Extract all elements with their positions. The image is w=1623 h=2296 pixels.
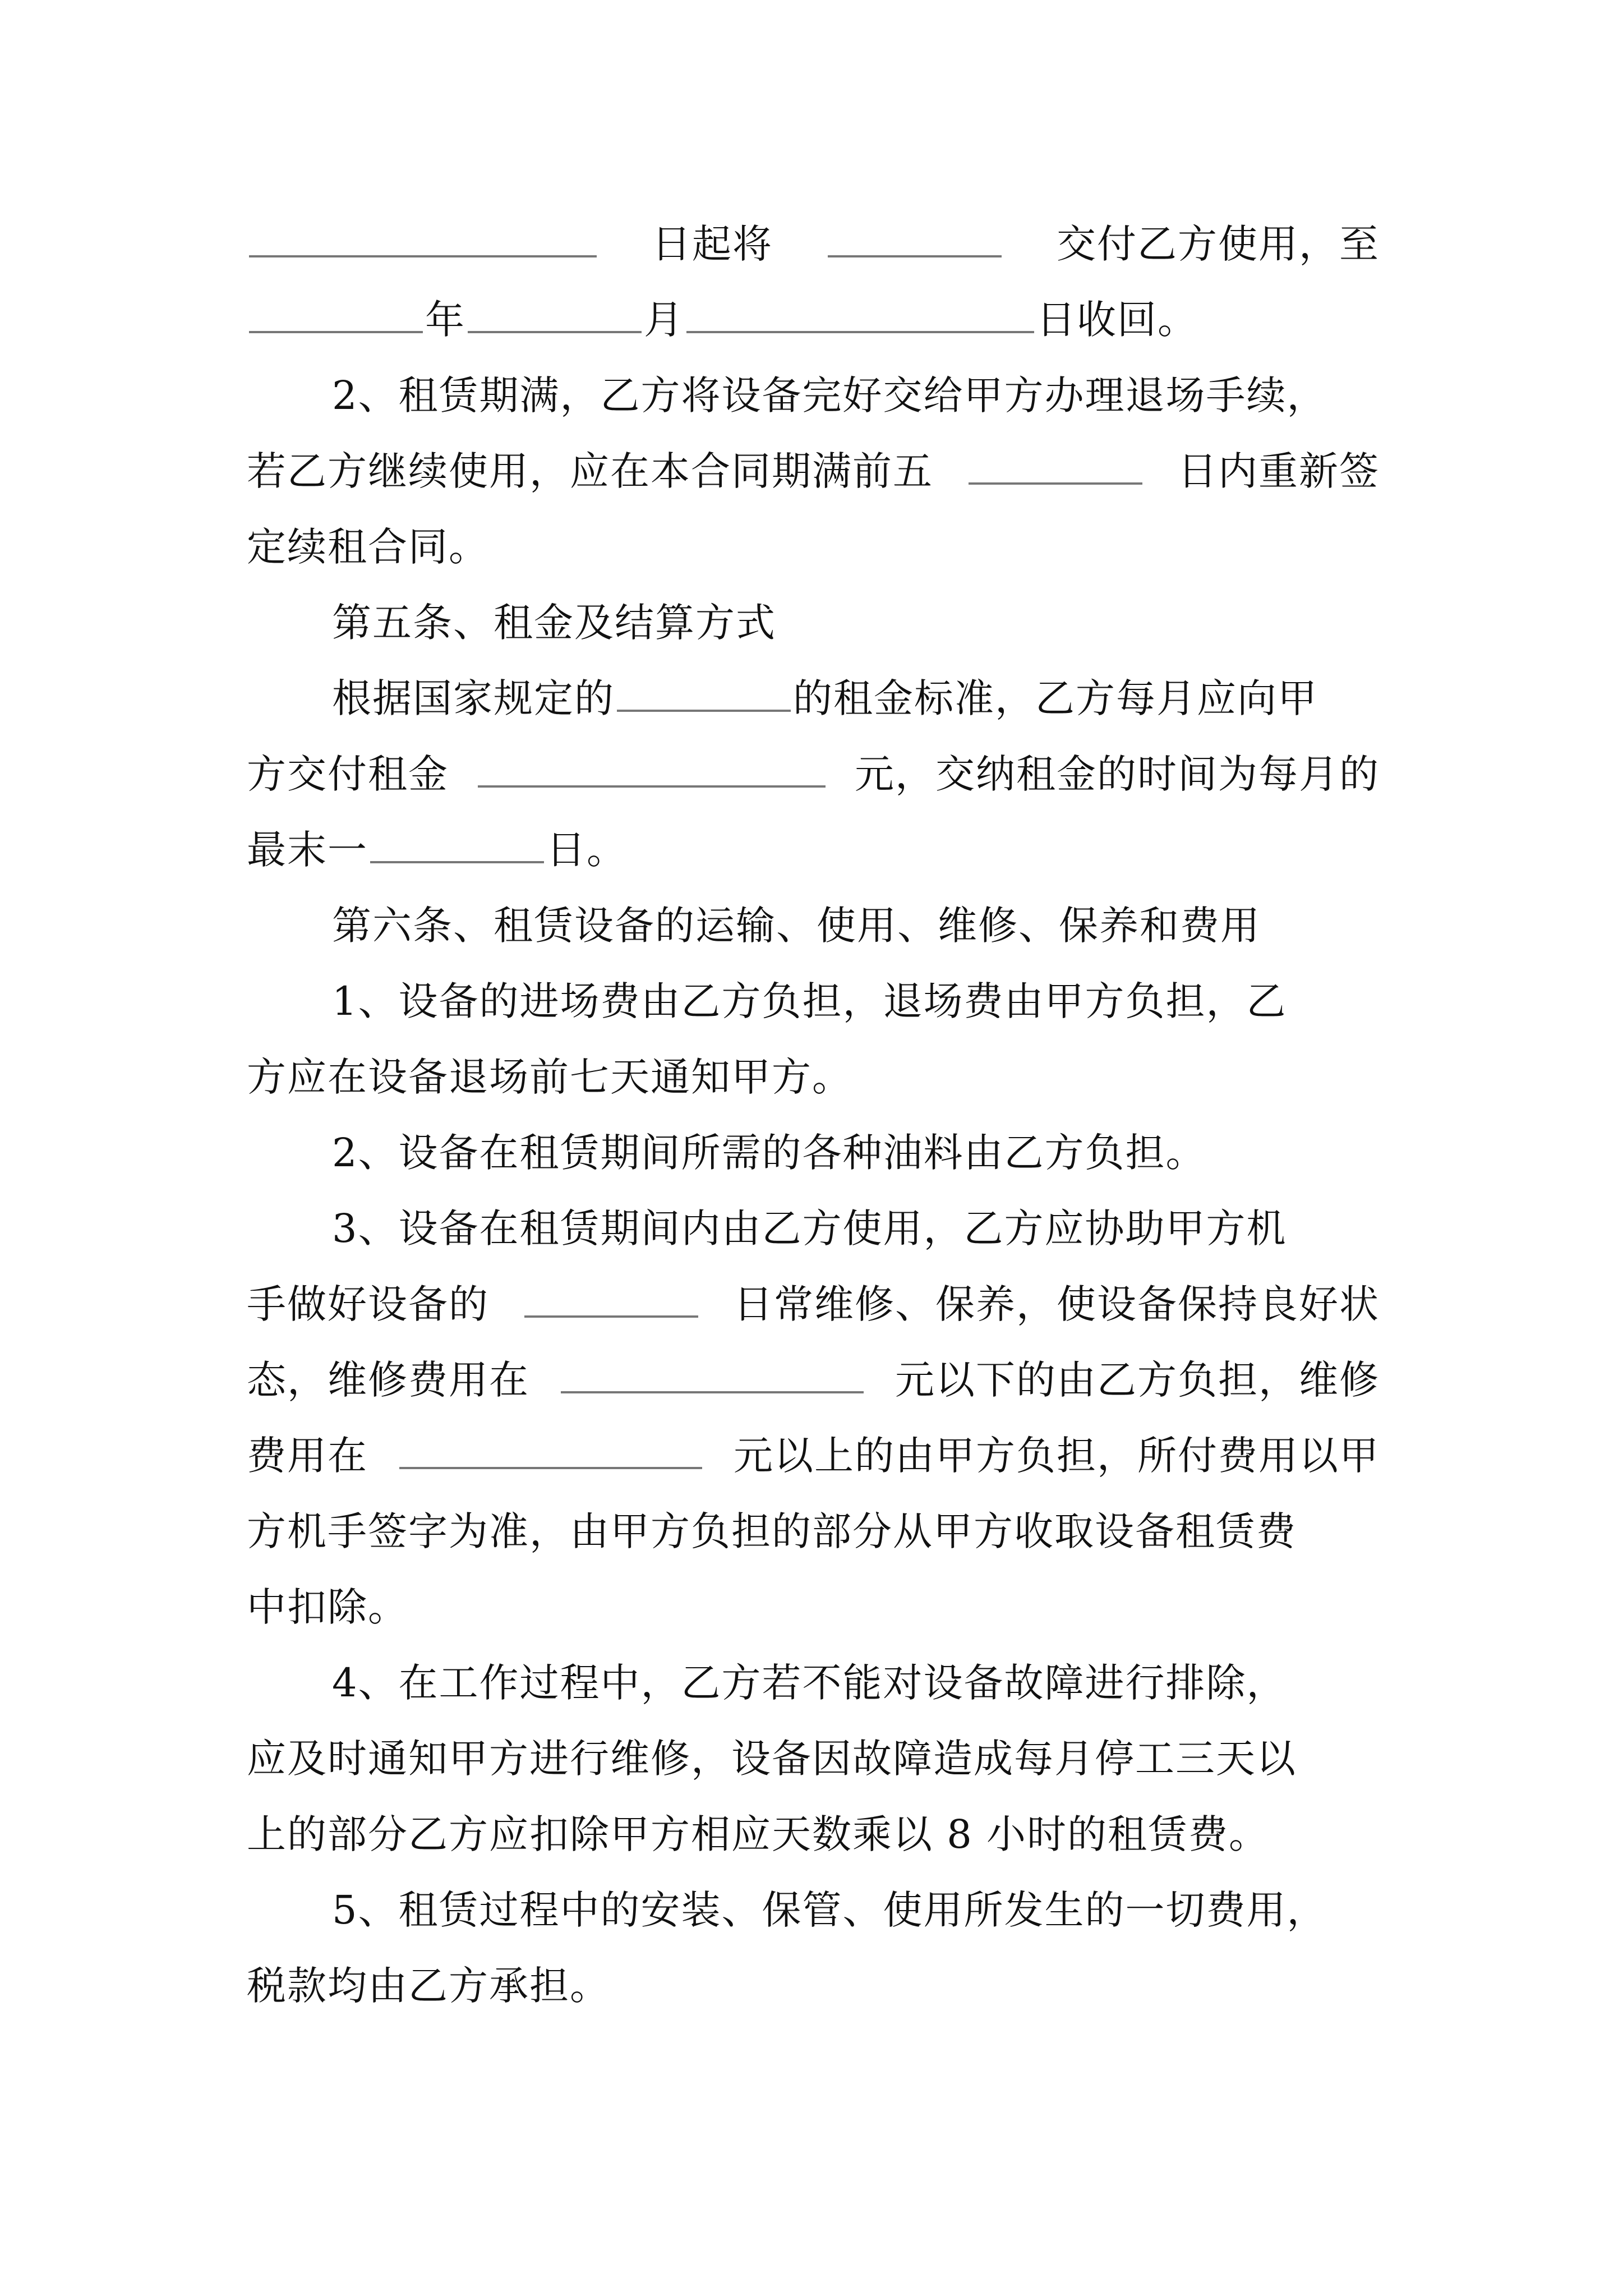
text-line-12: 方应在设备退场前七天通知甲方。 — [247, 1054, 852, 1100]
fill-blank-month — [468, 331, 642, 333]
text-segment: 日内重新签 — [1178, 448, 1380, 494]
text-line-13: 2、设备在租赁期间所需的各种油料由乙方负担。 — [332, 1130, 1206, 1176]
text-segment: 年 — [425, 297, 465, 343]
text-segment: 态，维修费用在 — [247, 1357, 529, 1403]
fill-blank-days — [969, 482, 1142, 485]
text-segment: 手做好设备的 — [247, 1281, 489, 1327]
text-line-18: 方机手签字为准，由甲方负担的部分从甲方收取设备租赁费 — [247, 1508, 1297, 1554]
text-line-20: 4、在工作过程中，乙方若不能对设备故障进行排除， — [332, 1660, 1287, 1706]
text-line-17 — [247, 1425, 1380, 1487]
text-line-9 — [247, 819, 1380, 881]
text-line-7 — [332, 668, 1380, 729]
fill-blank-day — [370, 861, 544, 863]
text-line-5: 定续租合同。 — [247, 524, 489, 570]
text-segment: 元以下的由乙方负担，维修 — [895, 1357, 1380, 1403]
text-line-15 — [247, 1273, 1380, 1335]
text-segment: 日收回。 — [1036, 297, 1198, 343]
text-line-24: 税款均由乙方承担。 — [247, 1963, 610, 2009]
fill-blank-rent-amount — [478, 785, 826, 788]
text-segment: 日。 — [546, 827, 627, 873]
text-segment: 费用在 — [247, 1433, 368, 1479]
text-segment: 日起将 — [652, 221, 773, 267]
fill-blank-year — [249, 331, 423, 333]
text-segment: 若乙方继续使用，应在本合同期满前五 — [247, 448, 933, 494]
text-segment: 元以上的由甲方负担，所付费用以甲 — [734, 1433, 1380, 1479]
text-segment: 的租金标准，乙方每月应向甲 — [793, 675, 1318, 721]
text-segment: 交付乙方使用，至 — [1057, 221, 1380, 267]
fill-blank-equipment — [828, 255, 1002, 257]
fill-blank-day — [686, 331, 1034, 333]
text-segment: 最末一 — [247, 827, 368, 873]
fill-blank-repair-limit-low — [561, 1391, 864, 1393]
fill-blank-maintenance — [524, 1315, 698, 1318]
section-heading-article-5: 第五条、租金及结算方式 — [332, 600, 776, 646]
text-line-11: 1、设备的进场费由乙方负担，退场费由甲方负担，乙 — [332, 978, 1287, 1024]
text-line-21: 应及时通知甲方进行维修，设备因故障造成每月停工三天以 — [247, 1736, 1297, 1782]
section-heading-article-6: 第六条、租赁设备的运输、使用、维修、保养和费用 — [332, 903, 1261, 949]
text-line-22: 上的部分乙方应扣除甲方相应天数乘以 8 小时的租赁费。 — [247, 1811, 1270, 1857]
text-line-14: 3、设备在租赁期间内由乙方使用，乙方应协助甲方机 — [332, 1205, 1287, 1251]
text-segment: 日常维修、保养，使设备保持良好状 — [734, 1281, 1380, 1327]
text-line-23: 5、租赁过程中的安装、保管、使用所发生的一切费用， — [332, 1887, 1327, 1933]
text-line-19: 中扣除。 — [247, 1584, 408, 1630]
text-line-2 — [247, 289, 1380, 351]
text-segment: 方交付租金 — [247, 751, 449, 797]
text-line-1 — [247, 213, 1380, 275]
text-line-8 — [247, 743, 1380, 805]
text-segment: 元，交纳租金的时间为每月的 — [855, 751, 1380, 797]
text-segment: 根据国家规定的 — [332, 675, 615, 721]
text-line-4 — [247, 440, 1380, 502]
fill-blank-standard — [617, 710, 791, 712]
text-line-3: 2、租赁期满，乙方将设备完好交给甲方办理退场手续， — [332, 372, 1327, 418]
fill-blank-repair-limit-high — [399, 1467, 702, 1469]
text-line-16 — [247, 1349, 1380, 1411]
fill-blank-day — [249, 255, 597, 257]
text-segment: 月 — [644, 297, 684, 343]
